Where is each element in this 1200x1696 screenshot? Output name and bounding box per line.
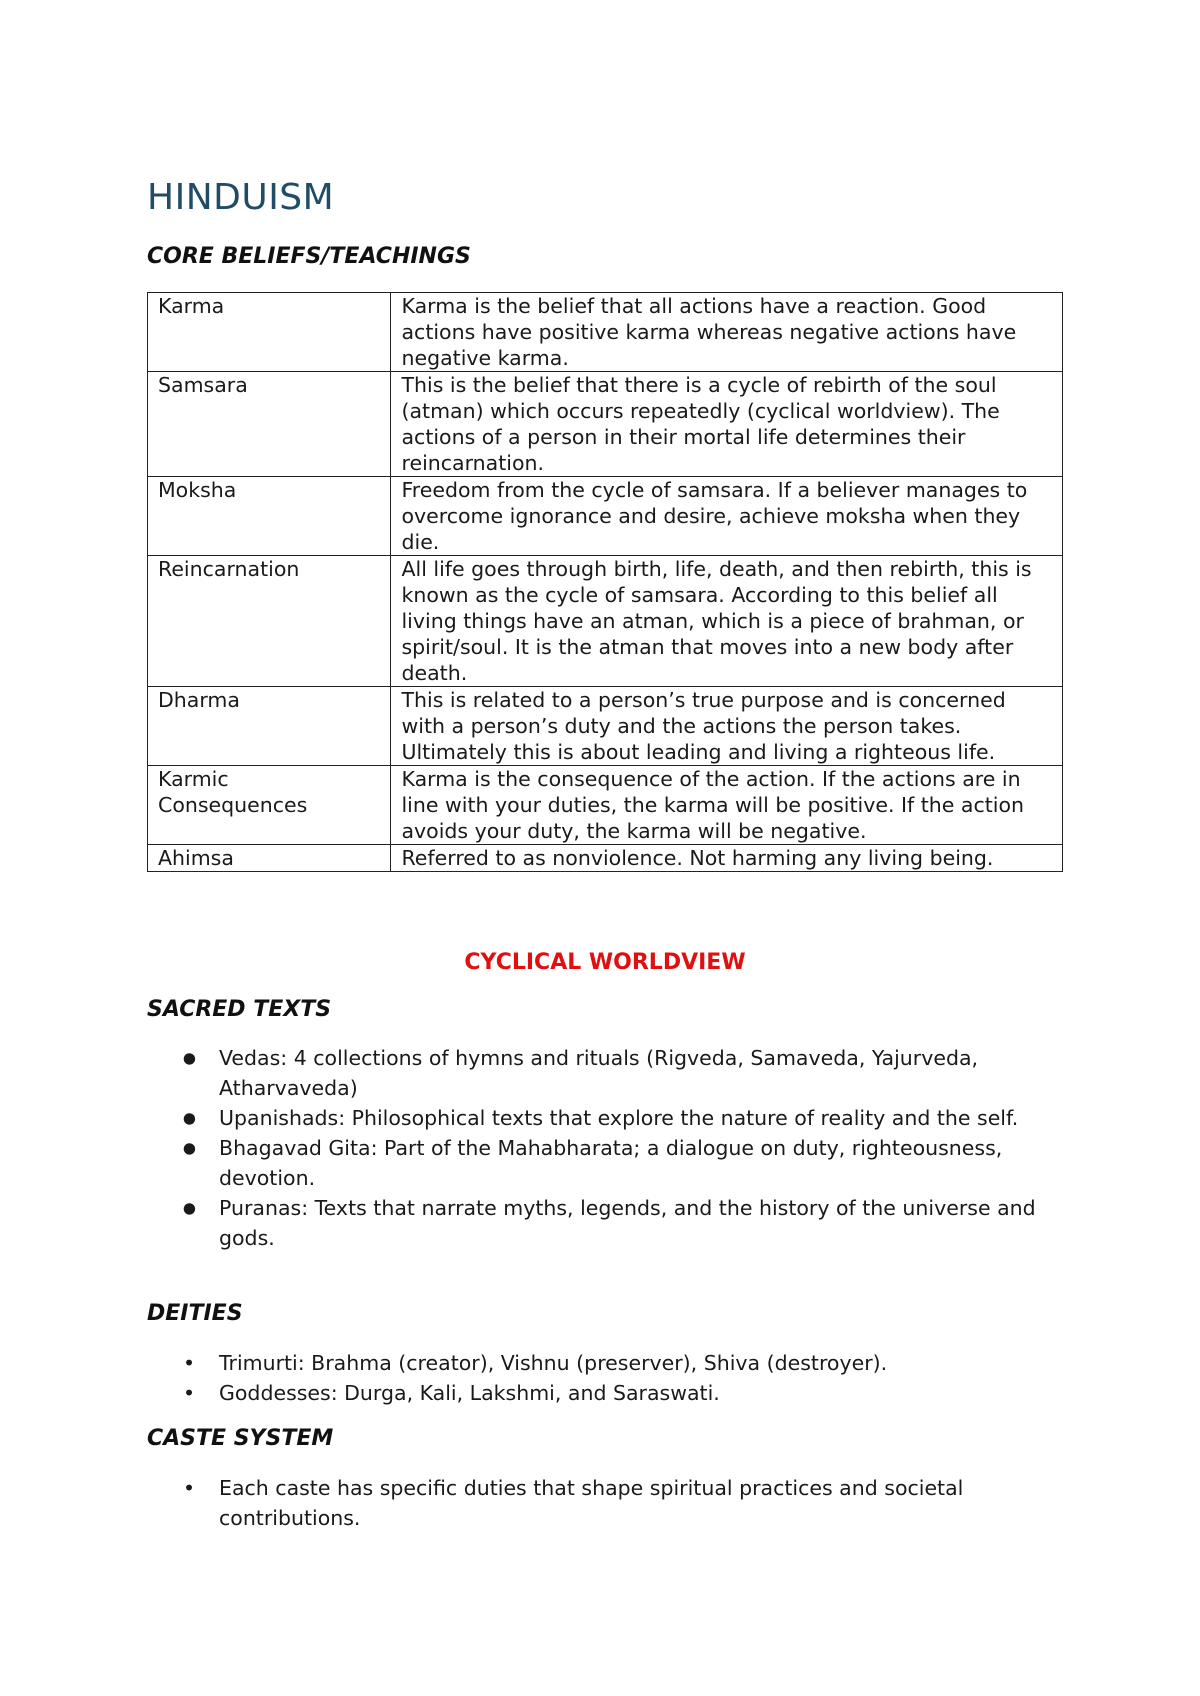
sacred-texts-list bbox=[147, 1043, 1063, 1253]
table-row bbox=[148, 556, 1063, 687]
bullet-icon: ● bbox=[179, 1107, 199, 1129]
term-cell: Reincarnation bbox=[148, 556, 391, 687]
core-beliefs-table bbox=[147, 292, 1063, 872]
term-cell: Karmic Consequences bbox=[148, 766, 391, 845]
list-item bbox=[147, 1043, 1063, 1103]
bullet-icon: • bbox=[182, 1351, 196, 1375]
list-item-text: Trimurti: Brahma (creator), Vishnu (preserver), Shiva (destroyer). bbox=[219, 1351, 888, 1375]
list-item-text: Each caste has specific duties that shape spiritual practices and societal contributions. bbox=[219, 1476, 964, 1530]
term-cell: Karma bbox=[148, 293, 391, 372]
list-item-text: Upanishads: Philosophical texts that explore the nature of reality and the self. bbox=[219, 1106, 1019, 1130]
core-beliefs-heading: CORE BELIEFS/TEACHINGS bbox=[147, 244, 471, 269]
table-row bbox=[148, 766, 1063, 845]
document-title: HINDUISM bbox=[147, 177, 335, 218]
term-cell: Ahimsa bbox=[148, 845, 391, 872]
definition-cell: Karma is the belief that all actions have a reaction. Good actions have positive karma whereas negative actions have negative karma. bbox=[391, 293, 1063, 372]
list-item-text: Goddesses: Durga, Kali, Lakshmi, and Saraswati. bbox=[219, 1381, 720, 1405]
term-cell: Dharma bbox=[148, 687, 391, 766]
sacred-texts-heading: SACRED TEXTS bbox=[147, 997, 332, 1022]
cyclical-worldview-heading: CYCLICAL WORLDVIEW bbox=[464, 950, 746, 975]
list-item-text: Bhagavad Gita: Part of the Mahabharata; a dialogue on duty, righteousness, devotion. bbox=[219, 1136, 1003, 1190]
list-item bbox=[147, 1348, 1063, 1378]
table-row bbox=[148, 293, 1063, 372]
list-item bbox=[147, 1103, 1063, 1133]
caste-system-heading: CASTE SYSTEM bbox=[147, 1426, 334, 1451]
bullet-icon: ● bbox=[179, 1137, 199, 1159]
deities-list bbox=[147, 1348, 1063, 1408]
list-item bbox=[147, 1193, 1063, 1253]
bullet-icon: ● bbox=[179, 1197, 199, 1219]
list-item bbox=[147, 1378, 1063, 1408]
list-item bbox=[147, 1133, 1063, 1193]
definition-cell: Karma is the consequence of the action. If the actions are in line with your duties, the karma will be positive. If the action avoids your duty, the karma will be negative. bbox=[391, 766, 1063, 845]
definition-cell: All life goes through birth, life, death, and then rebirth, this is known as the cycle of samsara. According to this belief all living things have an atman, which is a piece of brahman, or spirit/soul. It is the atman that moves into a new body after death. bbox=[391, 556, 1063, 687]
table-row bbox=[148, 687, 1063, 766]
bullet-icon: • bbox=[182, 1476, 196, 1500]
caste-system-list bbox=[147, 1473, 1063, 1533]
table-row bbox=[148, 477, 1063, 556]
definition-cell: This is related to a person’s true purpose and is concerned with a person’s duty and the actions the person takes. Ultimately this is about leading and living a righteous life. bbox=[391, 687, 1063, 766]
deities-heading: DEITIES bbox=[147, 1301, 243, 1326]
list-item-text: Vedas: 4 collections of hymns and rituals (Rigveda, Samaveda, Yajurveda, Atharvaveda) bbox=[219, 1046, 979, 1100]
table-row bbox=[148, 845, 1063, 872]
list-item bbox=[147, 1473, 1063, 1533]
term-cell: Moksha bbox=[148, 477, 391, 556]
bullet-icon: • bbox=[182, 1381, 196, 1405]
list-item-text: Puranas: Texts that narrate myths, legends, and the history of the universe and gods. bbox=[219, 1196, 1036, 1250]
term-cell: Samsara bbox=[148, 372, 391, 477]
definition-cell: This is the belief that there is a cycle of rebirth of the soul (atman) which occurs repeatedly (cyclical worldview). The actions of a person in their mortal life determines their reincarnation. bbox=[391, 372, 1063, 477]
table-row bbox=[148, 372, 1063, 477]
bullet-icon: ● bbox=[179, 1047, 199, 1069]
definition-cell: Referred to as nonviolence. Not harming any living being. bbox=[391, 845, 1063, 872]
definition-cell: Freedom from the cycle of samsara. If a believer manages to overcome ignorance and desire, achieve moksha when they die. bbox=[391, 477, 1063, 556]
